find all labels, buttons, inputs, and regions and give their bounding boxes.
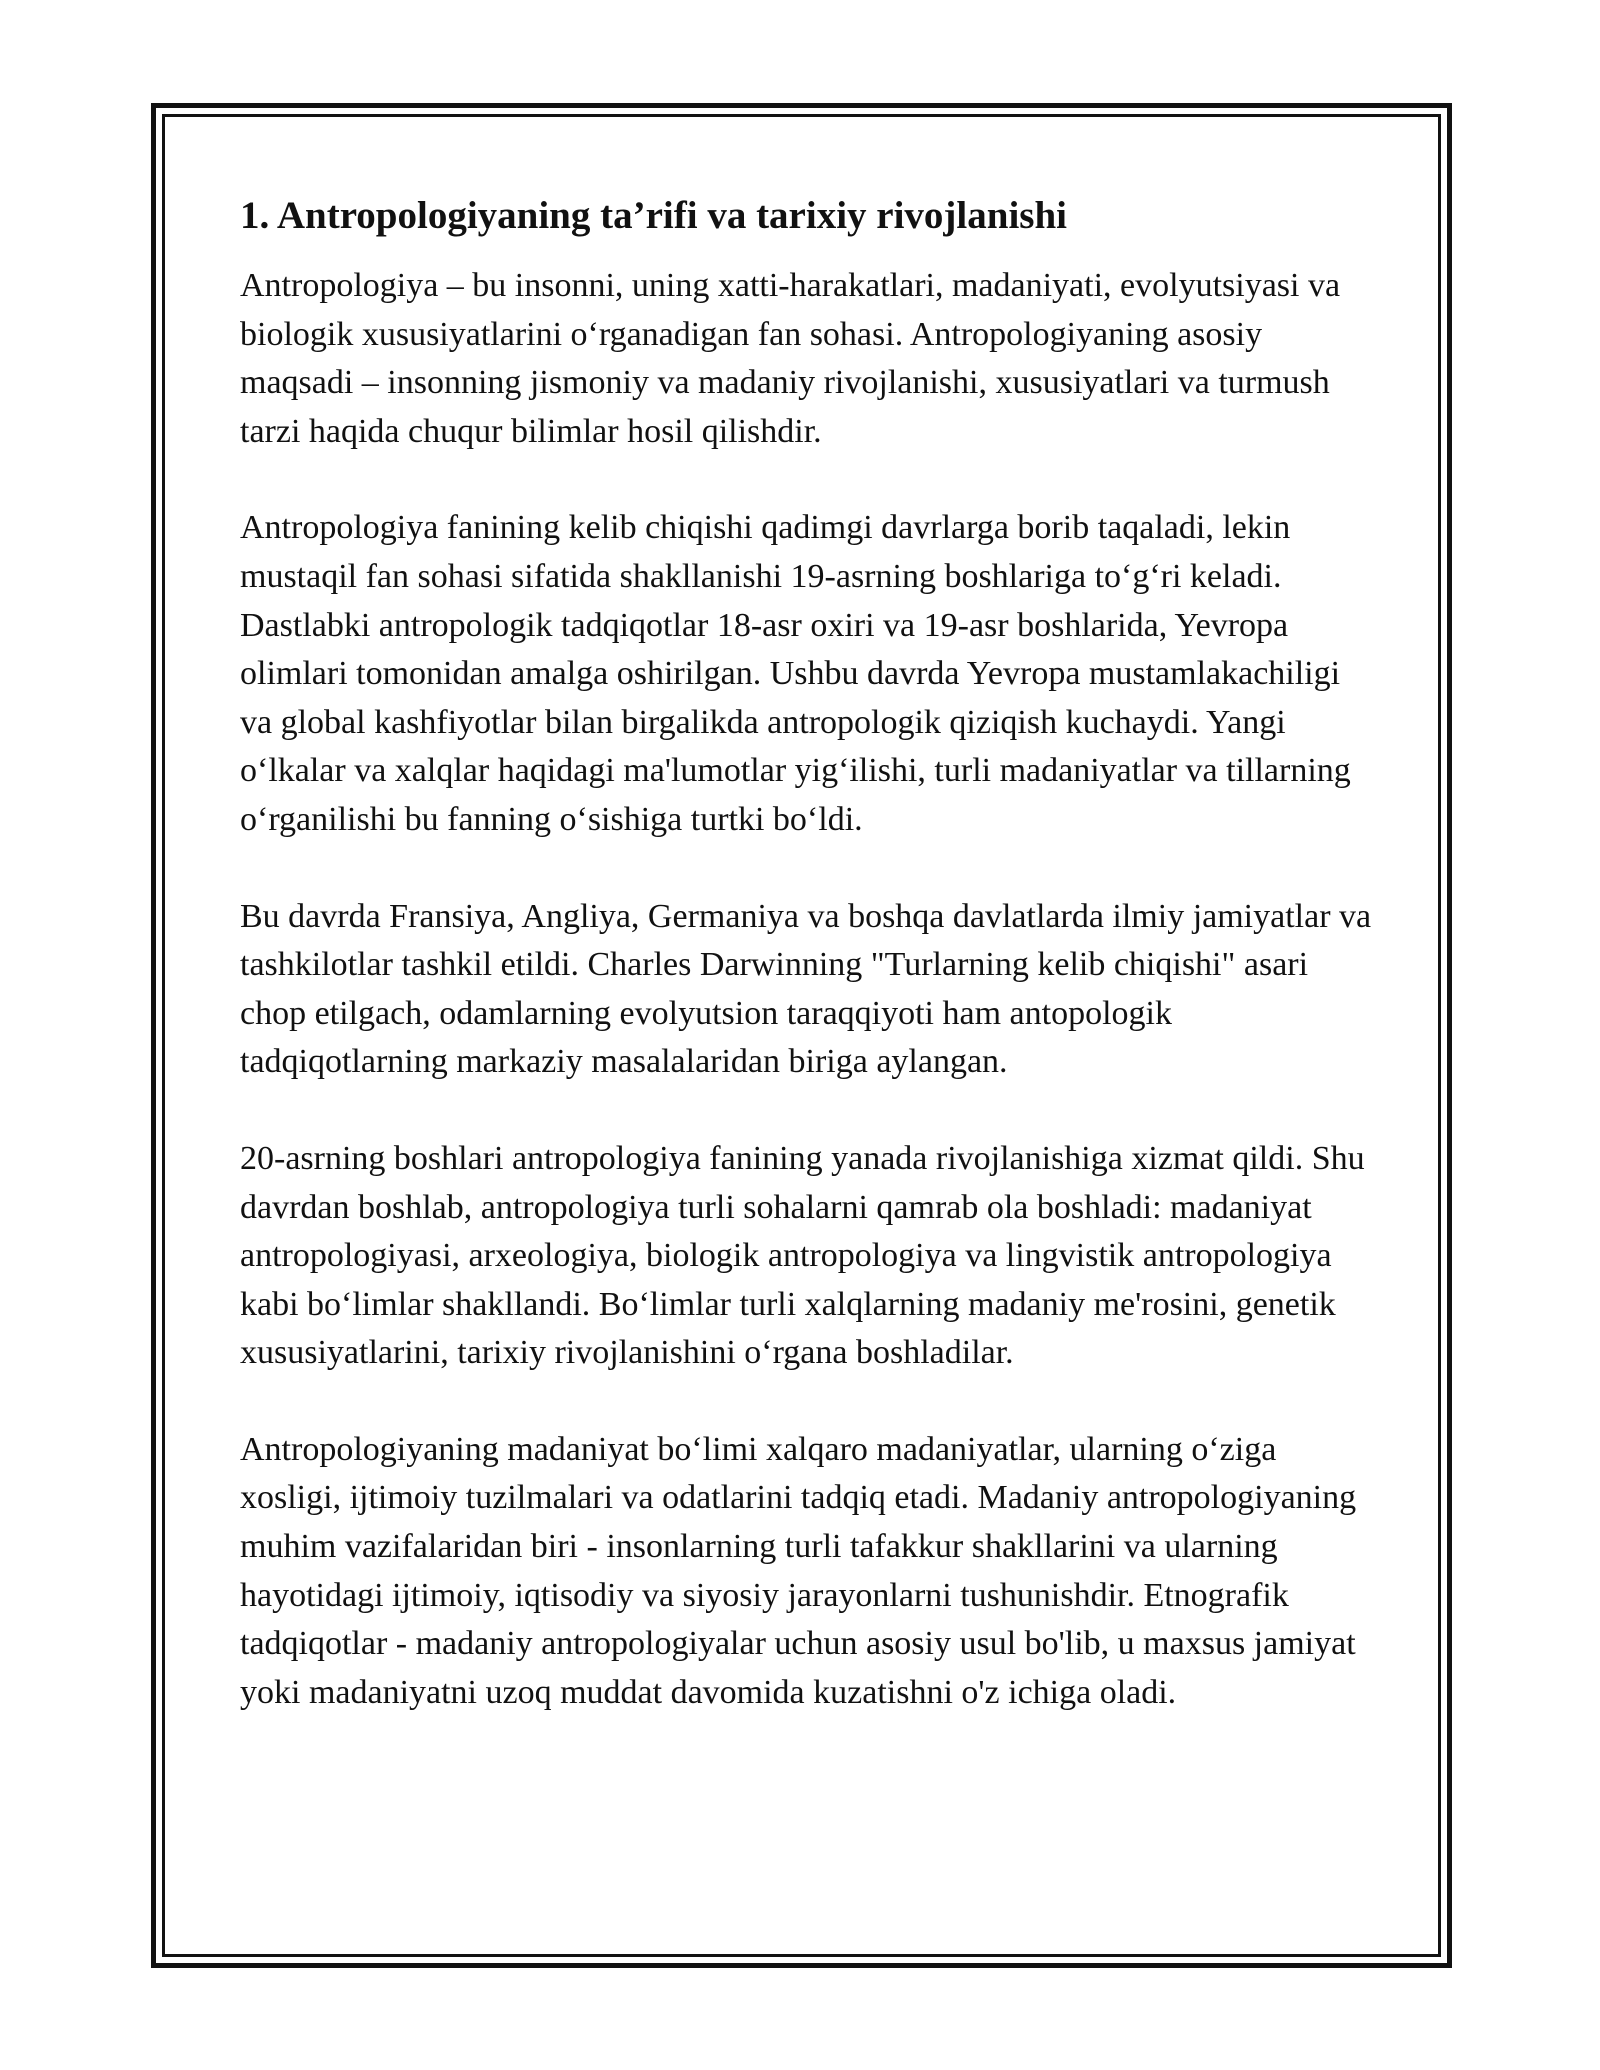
paragraph-cultural-anthropology: Antropologiyaning madaniyat bo‘limi xalqaro madaniyatlar, ularning o‘ziga xosligi, ijtimoiy tuzilmalari va odatlarini tadqiq etadi. Madaniy antropologiyaning muhim vazifalaridan biri - insonlarning turli tafakkur shakllarini va ularning hayotidagi ijtimoiy, iqtisodiy va siyosiy jarayonlarni tushunishdir. Etnografik tadqiqotlar - madaniy antropologiyalar uchun asosiy usul bo'lib, u maxsus jamiyat yoki madaniyatni uzoq muddat davomida kuzatishni o'z ichiga oladi. <box>240 1430 1357 1711</box>
paragraph-societies: Bu davrda Fransiya, Angliya, Germaniya va boshqa davlatlarda ilmiy jamiyatlar va tashkilotlar tashkil etildi. Charles Darwinning "Turlarning kelib chiqishi" asari chop etilgach, odamlarning evolyutsion taraqqiyoti ham antopologik tadqiqotlarning markaziy masalalaridan biriga aylangan. <box>240 897 1372 1081</box>
page-frame <box>151 103 1452 1968</box>
section-title: 1. Antropologiyaning ta’rifi va tarixiy rivojlanishi <box>240 194 1067 237</box>
paragraph-twentieth-century: 20-asrning boshlari antropologiya fanining yanada rivojlanishiga xizmat qildi. Shu davrdan boshlab, antropologiya turli sohalarni qamrab ola boshladi: madaniyat antropologiyasi, arxeologiya, biologik antropologiya va lingvistik antropologiya kabi bo‘limlar shakllandi. Bo‘limlar turli xalqlarning madaniy me'rosini, genetik xususiyatlarini, tarixiy rivojlanishini o‘rgana boshladilar. <box>240 1139 1365 1372</box>
paragraph-definition: Antropologiya – bu insonni, uning xatti-harakatlari, madaniyati, evolyutsiyasi va biologik xususiyatlarini o‘rganadigan fan sohasi. Antropologiyaning asosiy maqsadi – insonning jismoniy va madaniy rivojlanishi, xususiyatlari va turmush tarzi haqida chuqur bilimlar hosil qilishdir. <box>240 267 1341 450</box>
document-content <box>240 190 1380 1717</box>
paragraph-origins: Antropologiya fanining kelib chiqishi qadimgi davrlarga borib taqaladi, lekin mustaqil fan sohasi sifatida shakllanishi 19-asrning boshlariga to‘g‘ri keladi. Dastlabki antropologik tadqiqotlar 18-asr oxiri va 19-asr boshlarida, Yevropa olimlari tomonidan amalga oshirilgan. Ushbu davrda Yevropa mustamlakachiligi va global kashfiyotlar bilan birgalikda antropologik qiziqish kuchaydi. Yangi o‘lkalar va xalqlar haqidagi ma'lumotlar yig‘ilishi, turli madaniyatlar va tillarning o‘rganilishi bu fanning o‘sishiga turtki bo‘ldi. <box>240 509 1351 838</box>
